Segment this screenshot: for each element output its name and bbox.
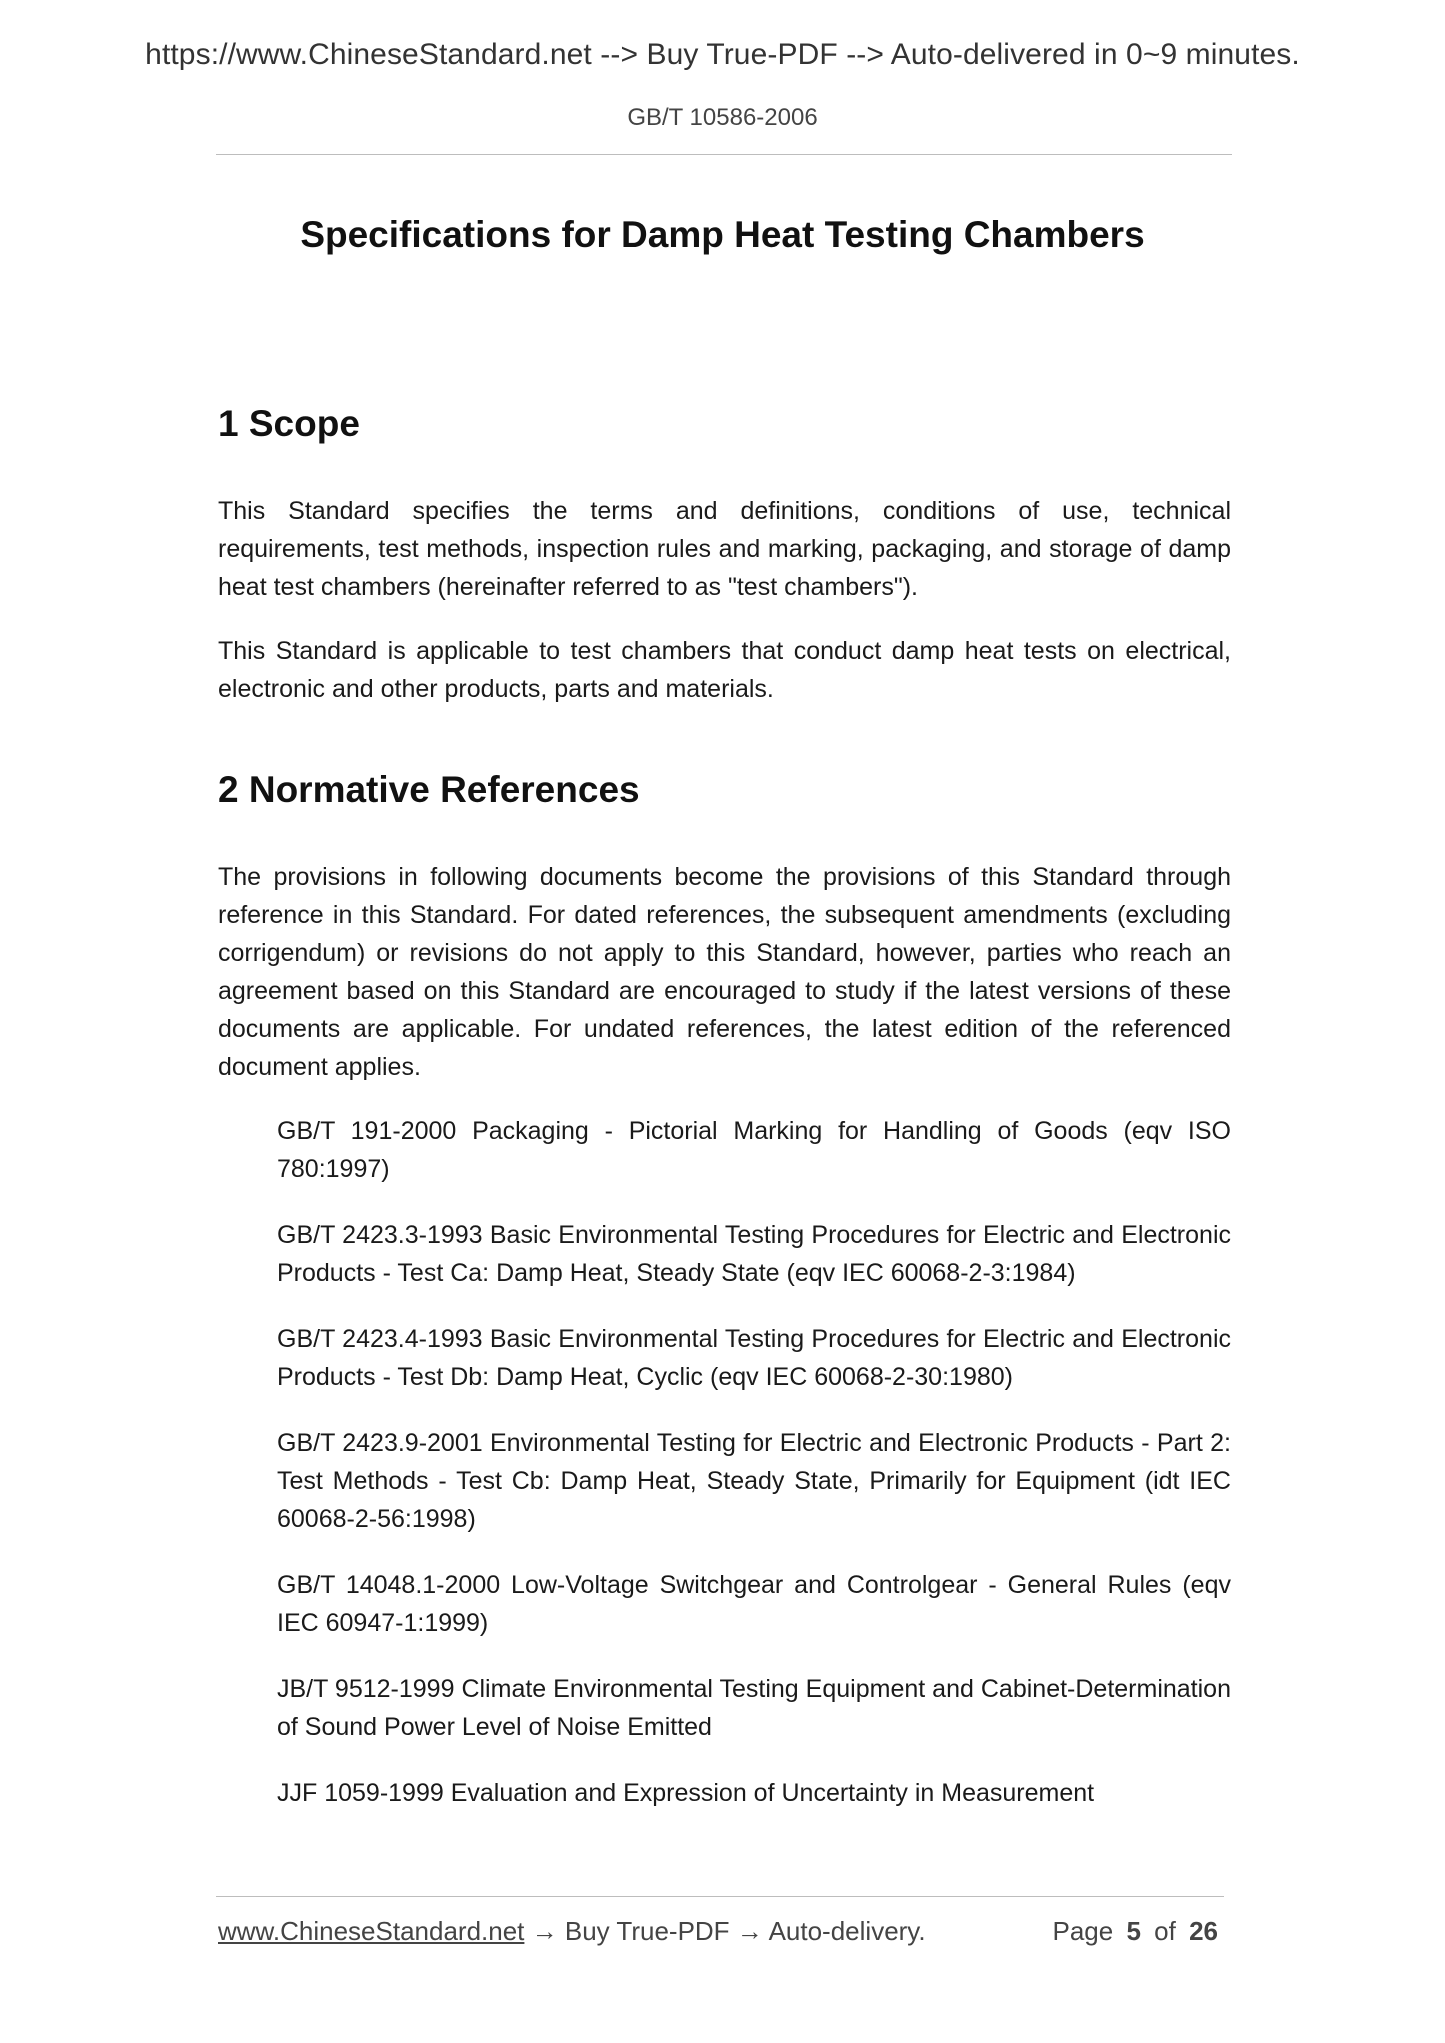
- page-indicator: [1052, 1916, 1224, 1947]
- footer-left: [218, 1916, 926, 1947]
- footer-site-link[interactable]: www.ChineseStandard.net: [218, 1916, 525, 1946]
- header-divider: [216, 154, 1232, 155]
- document-title: Specifications for Damp Heat Testing Chambers: [300, 214, 1145, 255]
- page-label: Page: [1052, 1916, 1114, 1946]
- reference-item: GB/T 191-2000 Packaging - Pictorial Marking for Handling of Goods (eqv ISO 780:1997): [277, 1117, 1231, 1184]
- footer-divider: [216, 1896, 1224, 1897]
- section-normative-references: [218, 766, 1231, 1812]
- reference-item: GB/T 2423.3-1993 Basic Environmental Testing Procedures for Electric and Electronic Products - Test Ca: Damp Heat, Steady State (eqv IEC 60068-2-3:1984): [277, 1221, 1231, 1288]
- page-current: 5: [1126, 1916, 1141, 1946]
- standard-code: GB/T 10586-2006: [627, 104, 818, 131]
- paragraph: This Standard specifies the terms and definitions, conditions of use, technical requirements, test methods, inspection rules and marking, packaging, and storage of damp heat test chambers (hereinafter referred to as "test chambers").: [218, 497, 1231, 602]
- section-scope: [218, 400, 1231, 708]
- paragraph: The provisions in following documents become the provisions of this Standard through reference in this Standard. For dated references, the subsequent amendments (excluding corrigendum) or revisions do not apply to this Standard, however, parties who reach an agreement based on this Standard are encouraged to study if the latest versions of these documents are applicable. For undated references, the latest edition of the referenced document applies.: [218, 863, 1231, 1082]
- reference-item: JB/T 9512-1999 Climate Environmental Testing Equipment and Cabinet-Determination of Sound Power Level of Noise Emitted: [277, 1675, 1231, 1742]
- reference-item: JJF 1059-1999 Evaluation and Expression of Uncertainty in Measurement: [277, 1779, 1095, 1808]
- reference-item: GB/T 2423.9-2001 Environmental Testing for Electric and Electronic Products - Part 2: Test Methods - Test Cb: Damp Heat, Steady State, Primarily for Equipment (idt IEC 60068-2-56:1998): [277, 1429, 1231, 1534]
- reference-item: GB/T 2423.4-1993 Basic Environmental Testing Procedures for Electric and Electronic Products - Test Db: Damp Heat, Cyclic (eqv IEC 60068-2-30:1980): [277, 1325, 1231, 1392]
- section-heading: 2 Normative References: [218, 769, 640, 811]
- reference-list: [218, 1112, 1231, 1812]
- top-banner: https://www.ChineseStandard.net --> Buy True-PDF --> Auto-delivered in 0~9 minutes.: [145, 38, 1300, 71]
- page-of-label: of: [1154, 1916, 1176, 1946]
- reference-item: GB/T 14048.1-2000 Low-Voltage Switchgear and Controlgear - General Rules (eqv IEC 60947-1:1999): [277, 1571, 1231, 1638]
- section-heading: 1 Scope: [218, 403, 360, 444]
- page-total: 26: [1189, 1916, 1218, 1946]
- footer-tagline: → Buy True-PDF → Auto-delivery.: [524, 1916, 926, 1946]
- paragraph: This Standard is applicable to test chambers that conduct damp heat tests on electrical, electronic and other products, parts and materials.: [218, 637, 1231, 704]
- document-body: [218, 400, 1231, 1840]
